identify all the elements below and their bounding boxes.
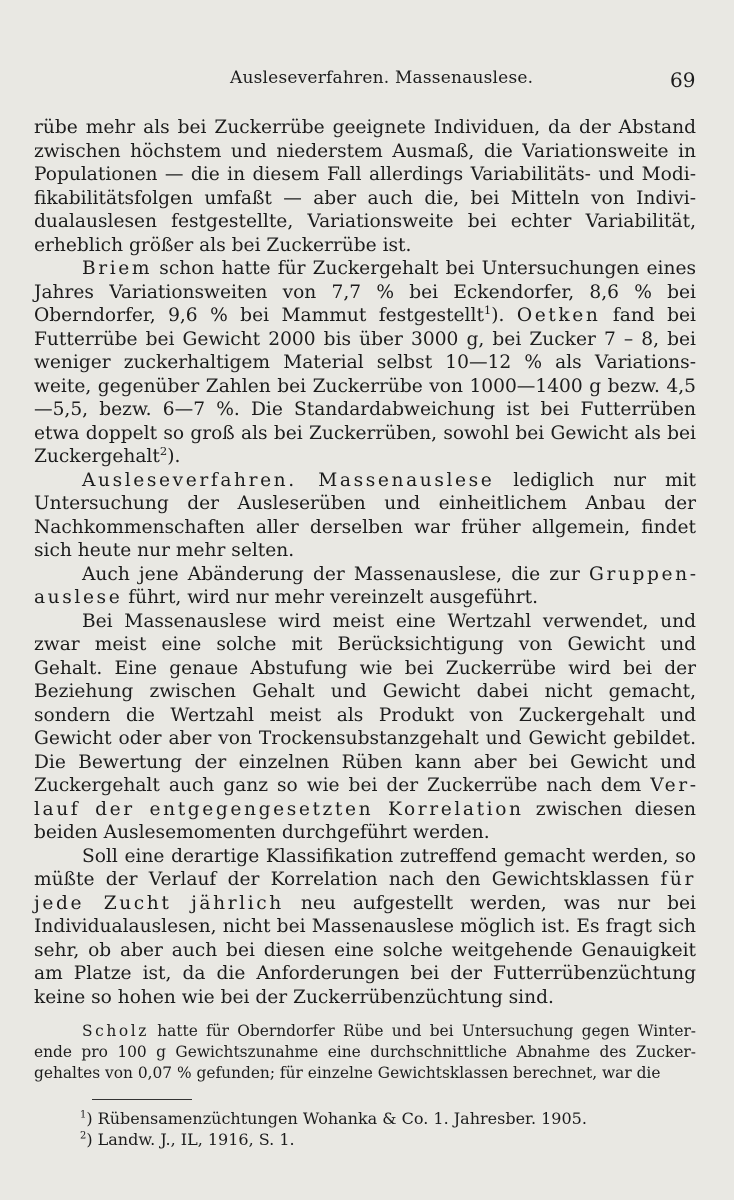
- paragraph-classification: [34, 845, 696, 1010]
- footnote: [80, 1129, 680, 1150]
- page-number: 69: [670, 68, 696, 92]
- paragraph-text: zwischen diesen beiden Auslesemomenten durchgeführt werden.: [34, 798, 696, 843]
- paragraph-text: Auch jene Abänderung der Massenauslese, die zur: [82, 563, 589, 585]
- paragraph-text: lediglich nur mit Untersuchung der Ausleserüben und einheitlichem Anbau der Nachkommenschaften aller derselben war früher allgemein, findet sich heute nur mehr selten.: [34, 469, 697, 561]
- footnote-text: ) Rübensamenzüchtungen Wohanka & Co. 1. Jahresber. 1905.: [86, 1109, 587, 1128]
- footnote-text: ) Landw. J., IL, 1916, S. 1.: [86, 1130, 295, 1149]
- author-name: Scholz: [82, 1022, 149, 1040]
- author-name: Oetken: [516, 305, 601, 326]
- note-text: hatte für Oberndorfer Rübe und bei Untersuchung gegen Winterende pro 100 g Gewichtszunahme eine durchschnittliche Abnahme des Zuckergehaltes von 0,07 % gefunden; für einzelne Gewichtsklassen berechnet, war die: [34, 1022, 696, 1082]
- footnote-marker: 2: [80, 1130, 87, 1142]
- paragraph-mass-selection: [34, 469, 696, 563]
- footnotes: [80, 1108, 680, 1150]
- page-header: [0, 66, 734, 94]
- footnote-ref: 2: [159, 443, 168, 458]
- emphasized-term: für jede Zucht jährlich: [34, 869, 696, 914]
- paragraph-text: rübe mehr als bei Zuckerrübe geeignete Individuen, da der Abstand zwischen höchstem und niederstem Ausmaß, die Variationsweite in Populationen — die in diesem Fall allerdings Variabilitäts- und Modifikabilitätsfolgen umfaßt — aber auch die, bei Mitteln von Individualauslesen festgestellte, Variationsweite bei echter Variabilität, erheblich größer als bei Zuckerrübe ist.: [34, 117, 696, 256]
- footnote-divider: [92, 1099, 192, 1100]
- footnote-marker: 1: [80, 1109, 87, 1121]
- emphasized-term: Gruppenauslese: [34, 563, 696, 608]
- main-text: [34, 116, 696, 1009]
- small-print-note: [34, 1021, 696, 1084]
- paragraph-text: ).: [491, 305, 517, 326]
- author-name: Briem: [82, 258, 153, 279]
- paragraph-group-selection: [34, 563, 696, 610]
- note-paragraph: [34, 1021, 696, 1084]
- paragraph-text: Bei Massenauslese wird meist eine Wertzahl verwendet, und zwar meist eine solche mit Berücksichtigung von Gewicht und Gehalt. Eine genaue Abstufung wie bei Zuckerrübe wird bei der Beziehung zwischen Gehalt und Gewicht dabei nicht gemacht, sondern die Wertzahl meist als Produkt von Zuckergehalt und Gewicht oder aber von Trockensubstanzgehalt und Gewicht gebildet. Die Bewertung der einzelnen Rüben kann aber bei Gewicht und Zuckergehalt auch ganz so wie bei der Zuckerrübe nach dem: [34, 610, 696, 796]
- paragraph-value-number: [34, 610, 696, 845]
- paragraph-text: ).: [167, 446, 181, 467]
- paragraph-text: neu aufgestellt werden, was nur bei Individualauslesen, nicht bei Massenauslese möglich ist. Es fragt sich sehr, ob aber auch bei diesen eine solche weitgehende Genauigkeit am Platze ist, da die Anforderungen bei der Futterrübenzüchtung keine so hohen wie bei der Zuckerrübenzüchtung sind.: [34, 892, 697, 1008]
- running-title: Ausleseverfahren. Massenauslese.: [230, 68, 534, 88]
- paragraph-continued: [34, 116, 696, 257]
- footnote-ref: 1: [483, 302, 492, 317]
- paragraph-text: Soll eine derartige Klassifikation zutreffend gemacht werden, so müßte der Verlauf der Korrelation nach den Gewichtsklassen: [34, 845, 696, 890]
- footnote: [80, 1108, 680, 1129]
- paragraph-variation-ranges: [34, 257, 696, 469]
- emphasized-term: Verlauf der entgegengesetzten Korrelation: [34, 775, 696, 820]
- paragraph-text: führt, wird nur mehr vereinzelt ausgeführt.: [122, 587, 539, 608]
- paragraph-text: fand bei Futterrübe bei Gewicht 2000 bis über 3000 g, bei Zucker 7 – 8, bei weniger zuckerhaltigem Material selbst 10—12 % als Variationsweite, gegenüber Zahlen bei Zuckerrübe von 1000—1400 g bezw. 4,5—5,5, bezw. 6—7 %. Die Standardabweichung ist bei Futterrüben etwa doppelt so groß als bei Zuckerrüben, sowohl bei Gewicht als bei Zuckergehalt: [34, 305, 696, 467]
- section-lead: Ausleseverfahren. Massenauslese: [82, 469, 495, 491]
- paragraph-text: schon hatte für Zuckergehalt bei Untersuchungen eines Jahres Variationsweiten von 7,7 % bei Eckendorfer, 8,6 % bei Oberndorfer, 9,6 % bei Mammut festgestellt: [34, 258, 696, 326]
